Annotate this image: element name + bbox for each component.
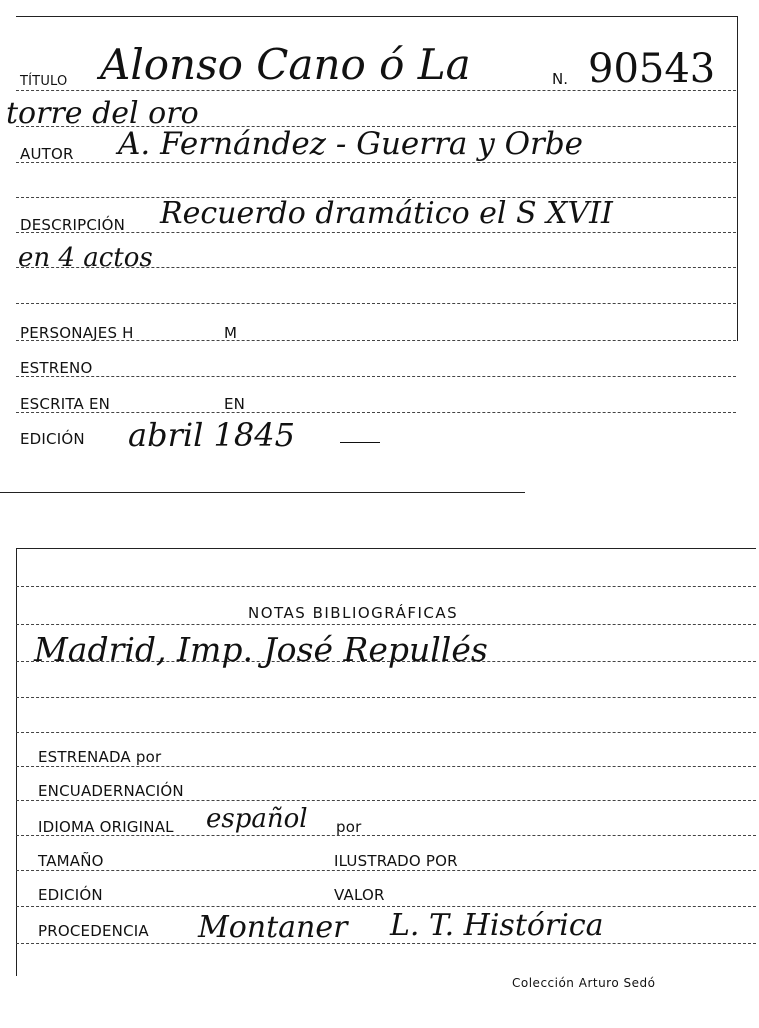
escrita-en-label: ESCRITA EN	[20, 395, 111, 413]
card-left-border	[16, 548, 17, 976]
ruled-line	[16, 412, 736, 413]
procedencia-source: L. T. Histórica	[390, 908, 604, 943]
idioma-value: español	[206, 804, 308, 834]
ruled-line	[16, 766, 756, 767]
idioma-por-label: por	[336, 818, 362, 836]
numero-label: N.	[552, 70, 568, 88]
ruled-line	[16, 586, 756, 587]
numero-value: 90543	[588, 46, 716, 92]
ruled-line	[16, 303, 736, 304]
idioma-label: IDIOMA ORIGINAL	[38, 818, 174, 836]
ruled-line	[16, 943, 756, 944]
ruled-line	[16, 800, 756, 801]
descripcion-label: DESCRIPCIÓN	[20, 216, 126, 234]
estrenada-label: ESTRENADA por	[38, 748, 162, 766]
card-top-border	[16, 548, 756, 549]
escrita-en-place-label: EN	[224, 395, 246, 413]
titulo-value: Alonso Cano ó La	[100, 40, 471, 89]
notas-value: Madrid, Imp. José Repullés	[34, 630, 488, 669]
card-bottom-edge	[0, 492, 525, 493]
valor-label: VALOR	[334, 886, 385, 904]
autor-value: A. Fernández - Guerra y Orbe	[118, 126, 584, 162]
ruled-line	[16, 870, 756, 871]
edicion-label: EDICIÓN	[38, 886, 103, 904]
ruled-line	[16, 162, 736, 163]
encuadernacion-label: ENCUADERNACIÓN	[38, 782, 184, 800]
ruled-line	[16, 697, 756, 698]
edicion-value: abril 1845	[128, 416, 295, 454]
ruled-line	[16, 732, 756, 733]
ruled-line	[16, 906, 756, 907]
ruled-line	[16, 624, 756, 625]
autor-label: AUTOR	[20, 145, 74, 163]
edicion-label: EDICIÓN	[20, 430, 85, 448]
estreno-label: ESTRENO	[20, 359, 93, 377]
titulo-label: TÍTULO	[20, 74, 68, 89]
personajes-h-label: PERSONAJES H	[20, 324, 134, 342]
personajes-m-label: M	[224, 324, 238, 342]
card-top-border	[16, 16, 738, 17]
descripcion-value: Recuerdo dramático el S XVII	[160, 196, 613, 231]
tamano-label: TAMAÑO	[38, 852, 104, 870]
coleccion-label: Colección Arturo Sedó	[512, 976, 656, 990]
ruled-line	[16, 376, 736, 377]
titulo-continuation: torre del oro	[6, 96, 199, 131]
notas-heading: NOTAS BIBLIOGRÁFICAS	[248, 604, 459, 622]
ilustrado-label: ILUSTRADO POR	[334, 852, 458, 870]
procedencia-value: Montaner	[198, 910, 348, 945]
edicion-underline	[340, 442, 380, 443]
descripcion-continuation: en 4 actos	[18, 243, 153, 273]
card-right-border	[737, 16, 738, 341]
procedencia-label: PROCEDENCIA	[38, 922, 149, 940]
